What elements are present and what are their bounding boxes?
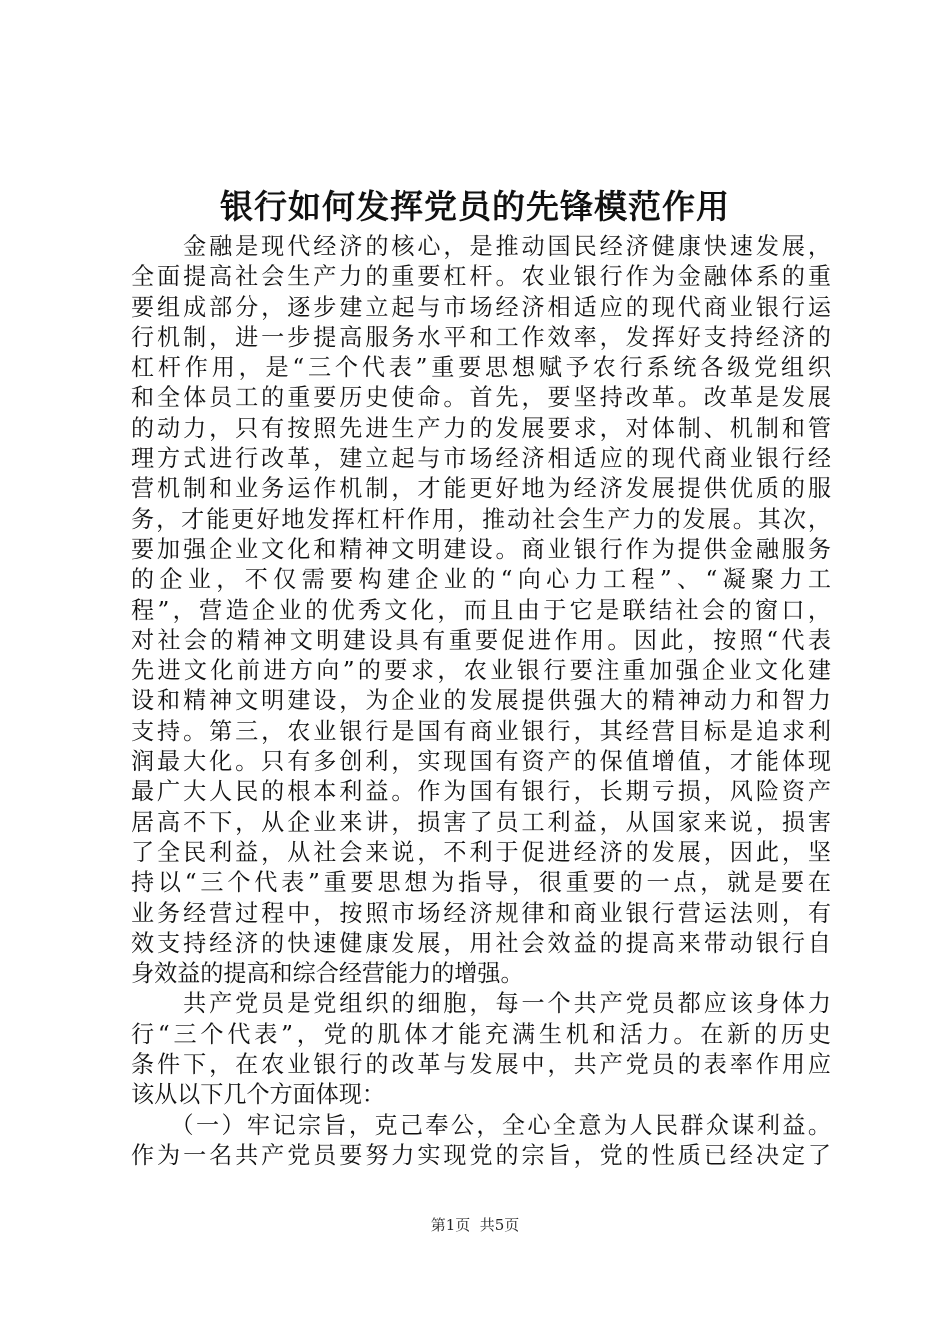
- text-line: 要组成部分，逐步建立起与市场经济相适应的现代商业银行运: [131, 294, 831, 321]
- text-line: 行“三个代表”，党的肌体才能充满生机和活力。在新的历史: [131, 1021, 831, 1048]
- text-line: 业务经营过程中，按照市场经济规律和商业银行营运法则，有: [131, 900, 831, 927]
- text-line: 先进文化前进方向”的要求，农业银行要注重加强企业文化建: [131, 658, 831, 685]
- text-line: 营机制和业务运作机制，才能更好地为经济发展提供优质的服: [131, 476, 831, 503]
- document-title: 银行如何发挥党员的先锋模范作用: [220, 187, 730, 226]
- page-number-label: 第1页 共5页: [430, 1216, 520, 1234]
- text-line: （一）牢记宗旨，克己奉公，全心全意为人民群众谋利益。: [131, 1112, 831, 1139]
- text-line: 作为一名共产党员要努力实现党的宗旨，党的性质已经决定了: [131, 1142, 831, 1169]
- text-line: 金融是现代经济的核心，是推动国民经济健康快速发展，: [131, 234, 831, 260]
- text-line: 持以“三个代表”重要思想为指导，很重要的一点，就是要在: [131, 870, 831, 897]
- text-line: 和全体员工的重要历史使命。首先，要坚持改革。改革是发展: [131, 385, 831, 412]
- text-line: 全面提高社会生产力的重要杠杆。农业银行作为金融体系的重: [131, 264, 831, 291]
- text-line: 务，才能更好地发挥杠杆作用，推动社会生产力的发展。其次，: [131, 506, 831, 533]
- document-body: [131, 232, 831, 1171]
- text-line: 的企业，不仅需要构建企业的“向心力工程”、“凝聚力工: [131, 567, 831, 594]
- text-line: 理方式进行改革，建立起与市场经济相适应的现代商业银行经: [131, 446, 831, 473]
- text-line: 条件下，在农业银行的改革与发展中，共产党员的表率作用应: [131, 1052, 831, 1079]
- text-line: 行机制，进一步提高服务水平和工作效率，发挥好支持经济的: [131, 324, 831, 351]
- text-line: 程”，营造企业的优秀文化，而且由于它是联结社会的窗口，: [131, 597, 831, 624]
- text-line: 共产党员是党组织的细胞，每一个共产党员都应该身体力: [131, 991, 831, 1018]
- text-line: 杠杆作用，是“三个代表”重要思想赋予农行系统各级党组织: [131, 355, 831, 382]
- text-line: 要加强企业文化和精神文明建设。商业银行作为提供金融服务: [131, 536, 831, 563]
- text-line: 身效益的提高和综合经营能力的增强。: [131, 961, 524, 988]
- text-line: 居高不下，从企业来讲，损害了员工利益，从国家来说，损害: [131, 809, 831, 836]
- text-line: 该从以下几个方面体现：: [131, 1082, 386, 1109]
- text-line: 效支持经济的快速健康发展，用社会效益的提高来带动银行自: [131, 930, 831, 957]
- text-line: 对社会的精神文明建设具有重要促进作用。因此，按照“代表: [131, 627, 831, 654]
- text-line: 支持。第三，农业银行是国有商业银行，其经营目标是追求利: [131, 718, 831, 745]
- text-line: 的动力，只有按照先进生产力的发展要求，对体制、机制和管: [131, 415, 831, 442]
- page-footer: [0, 1215, 950, 1235]
- text-line: 润最大化。只有多创利，实现国有资产的保值增值，才能体现: [131, 749, 831, 776]
- text-line: 了全民利益，从社会来说，不利于促进经济的发展，因此，坚: [131, 839, 831, 866]
- text-line: 最广大人民的根本利益。作为国有银行，长期亏损，风险资产: [131, 779, 831, 806]
- text-line: 设和精神文明建设，为企业的发展提供强大的精神动力和智力: [131, 688, 831, 715]
